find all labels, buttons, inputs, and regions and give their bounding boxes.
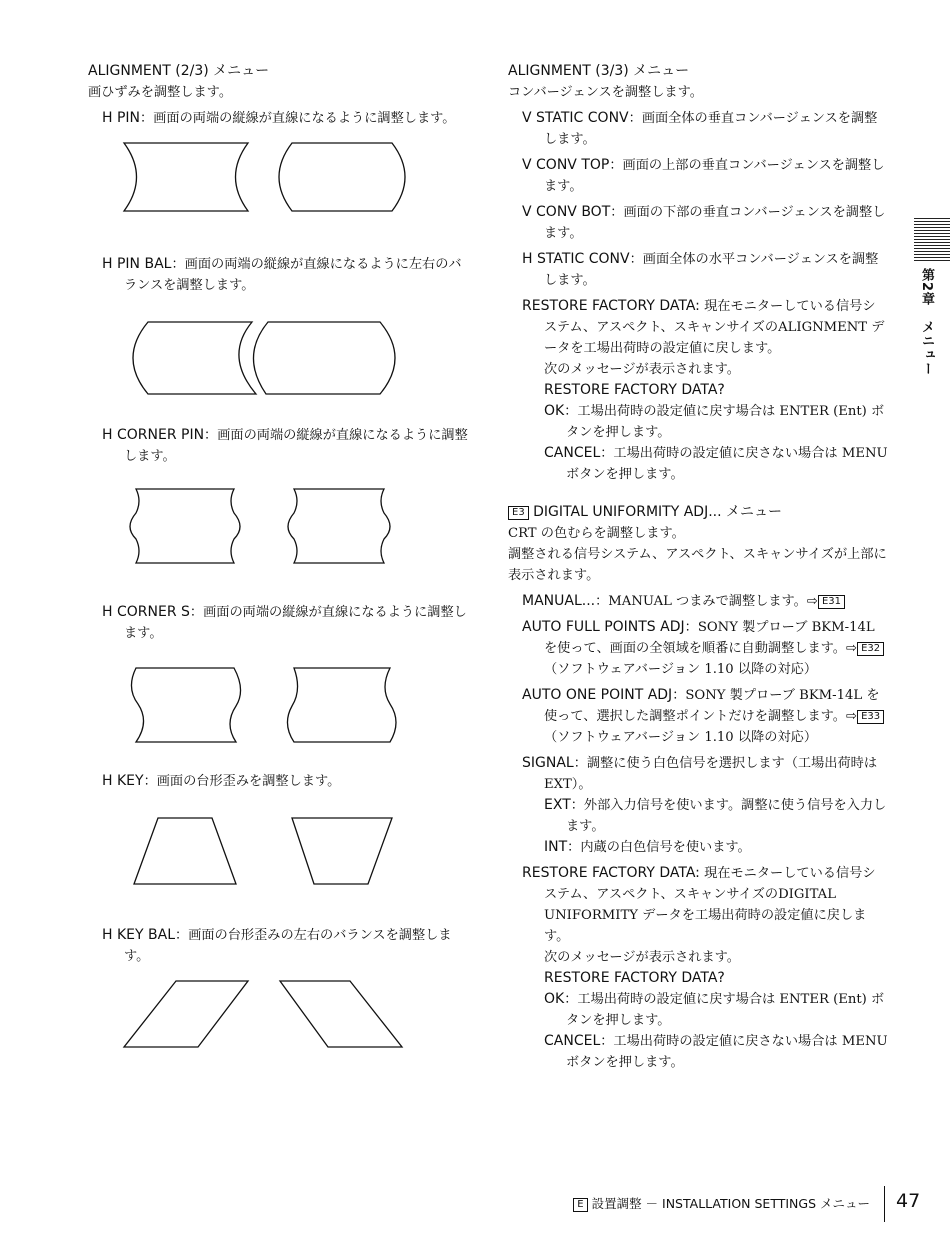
restore-prompt: RESTORE FACTORY DATA? bbox=[544, 382, 725, 398]
h-pin-shape-convex bbox=[279, 143, 405, 211]
alignment-3-3-title: ALIGNMENT (3/3) メニュー bbox=[508, 63, 690, 79]
h-corner-pin-shape-left bbox=[130, 489, 240, 563]
h-pin-shape-concave bbox=[124, 143, 248, 211]
right-arrow-icon: ⇨ bbox=[846, 709, 858, 724]
h-corner-s-shape-left bbox=[131, 668, 240, 742]
v-conv-top-item: V CONV TOP：画面の上部の垂直コンバージェンスを調整します。 bbox=[522, 157, 885, 194]
digital-restore-cancel-item: CANCEL：工場出荷時の設定値に戻さない場合は MENU ボタンを押します。 bbox=[544, 1033, 888, 1070]
footer-section-title: E 設置調整 － INSTALLATION SETTINGS メニュー bbox=[573, 1194, 870, 1212]
v-static-conv-item: V STATIC CONV：画面全体の垂直コンバージェンスを調整します。 bbox=[522, 110, 878, 147]
e32-ref-badge: E32 bbox=[857, 642, 884, 656]
footer-divider bbox=[884, 1186, 885, 1222]
h-pin-figure bbox=[88, 129, 468, 249]
signal-item: SIGNAL：調整に使う白色信号を選択します（工場出荷時は EXT）。 bbox=[522, 755, 878, 792]
alignment-2-3-title: ALIGNMENT (2/3) メニュー bbox=[88, 63, 270, 79]
h-corner-pin-shape-right bbox=[288, 489, 390, 563]
h-key-bal-figure bbox=[88, 967, 468, 1067]
v-static-conv-term: V STATIC CONV bbox=[522, 110, 629, 126]
alignment-3-3-intro: コンバージェンスを調整します。 bbox=[508, 85, 703, 100]
h-key-shape-left bbox=[134, 818, 236, 884]
h-corner-s-term: H CORNER S bbox=[102, 604, 190, 620]
digital-restore-message-note: 次のメッセージが表示されます。 bbox=[544, 950, 740, 965]
h-pin-desc: 画面の両端の縦線が直線になるように調整します。 bbox=[153, 111, 456, 126]
h-key-figure bbox=[88, 792, 468, 920]
auto-one-point-item: AUTO ONE POINT ADJ：SONY 製プローブ BKM-14L を使って、選択した調整ポイントだけを調整します。⇨ E33（ソフトウェアバージョン 1.10 以降の対応） bbox=[522, 685, 888, 748]
h-static-conv-term: H STATIC CONV bbox=[522, 251, 630, 267]
h-corner-s-figure bbox=[88, 644, 468, 766]
h-static-conv-item: H STATIC CONV：画面全体の水平コンバージェンスを調整します。 bbox=[522, 251, 879, 288]
restore-factory-data-term: RESTORE FACTORY DATA: bbox=[522, 298, 700, 314]
h-corner-s-item: H CORNER S：画面の両端の縦線が直線になるように調整します。 bbox=[102, 604, 467, 641]
chapter-thumb-tab bbox=[914, 218, 950, 262]
h-pin-term: H PIN bbox=[102, 110, 141, 126]
h-pin-bal-shape-right bbox=[253, 322, 395, 394]
chapter-label: 第2章 メニュー bbox=[919, 268, 934, 377]
h-corner-pin-term: H CORNER PIN bbox=[102, 427, 205, 443]
manual-item: MANUAL...：MANUAL つまみで調整します。⇨ E31 bbox=[522, 591, 888, 612]
digital-restore-prompt: RESTORE FACTORY DATA? bbox=[544, 970, 725, 986]
h-pin-bal-figure bbox=[88, 296, 468, 420]
e-badge: E bbox=[573, 1198, 587, 1212]
h-key-bal-shape-left bbox=[124, 981, 248, 1047]
digital-restore-ok-item: OK：工場出荷時の設定値に戻す場合は ENTER (Ent) ボタンを押します。 bbox=[544, 991, 885, 1028]
h-pin-item: H PIN：画面の両端の縦線が直線になるように調整します。 bbox=[102, 110, 456, 126]
page-number: 47 bbox=[896, 1190, 921, 1212]
restore-cancel-item: CANCEL：工場出荷時の設定値に戻さない場合は MENU ボタンを押します。 bbox=[544, 445, 888, 482]
h-corner-pin-figure bbox=[88, 467, 468, 597]
digital-uniformity-title: E3 DIGITAL UNIFORMITY ADJ... メニュー bbox=[508, 501, 888, 523]
digital-intro-2: 調整される信号システム、アスペクト、スキャンサイズが上部に表示されます。 bbox=[508, 547, 887, 583]
h-key-bal-shape-right bbox=[280, 981, 402, 1047]
right-column bbox=[508, 60, 888, 1073]
ext-item: EXT：外部入力信号を使います。調整に使う信号を入力します。 bbox=[544, 797, 887, 834]
e33-ref-badge: E33 bbox=[857, 710, 884, 724]
int-item: INT：内蔵の白色信号を使います。 bbox=[544, 839, 751, 855]
h-key-bal-item: H KEY BAL：画面の台形歪みの左右のバランスを調整します。 bbox=[102, 927, 452, 964]
h-key-term: H KEY bbox=[102, 773, 144, 789]
right-arrow-icon: ⇨ bbox=[806, 594, 818, 609]
auto-full-points-item: AUTO FULL POINTS ADJ：SONY 製プローブ BKM-14L を使って、画面の全領域を順番に自動調整します。⇨ E32（ソフトウェアバージョン 1.10 以降の対応） bbox=[522, 617, 888, 680]
digital-intro-1: CRT の色むらを調整します。 bbox=[508, 526, 685, 541]
h-pin-bal-desc: 画面の両端の縦線が直線になるように左右のバランスを調整します。 bbox=[124, 257, 462, 293]
e3-badge: E3 bbox=[508, 506, 529, 520]
v-conv-bot-term: V CONV BOT bbox=[522, 204, 611, 220]
h-pin-bal-term: H PIN BAL bbox=[102, 256, 172, 272]
h-corner-pin-item: H CORNER PIN：画面の両端の縦線が直線になるように調整します。 bbox=[102, 427, 468, 464]
h-pin-bal-shape-left bbox=[133, 322, 256, 394]
h-corner-pin-desc: 画面の両端の縦線が直線になるように調整します。 bbox=[124, 428, 468, 464]
v-conv-bot-item: V CONV BOT：画面の下部の垂直コンバージェンスを調整します。 bbox=[522, 204, 886, 241]
v-conv-top-term: V CONV TOP bbox=[522, 157, 610, 173]
restore-message-note: 次のメッセージが表示されます。 bbox=[544, 362, 740, 377]
h-key-item: H KEY：画面の台形歪みを調整します。 bbox=[102, 773, 341, 789]
left-column bbox=[88, 60, 468, 1067]
h-key-bal-desc: 画面の台形歪みの左右のバランスを調整します。 bbox=[124, 928, 452, 964]
right-arrow-icon: ⇨ bbox=[846, 641, 858, 656]
restore-ok-item: OK：工場出荷時の設定値に戻す場合は ENTER (Ent) ボタンを押します。 bbox=[544, 403, 885, 440]
h-pin-bal-item: H PIN BAL：画面の両端の縦線が直線になるように左右のバランスを調整します。 bbox=[102, 256, 462, 293]
h-corner-s-desc: 画面の両端の縦線が直線になるように調整します。 bbox=[124, 605, 467, 641]
h-key-shape-right bbox=[292, 818, 392, 884]
thumb-lines bbox=[914, 218, 950, 262]
h-key-bal-term: H KEY BAL bbox=[102, 927, 175, 943]
e31-ref-badge: E31 bbox=[818, 595, 845, 609]
restore-factory-data-item: RESTORE FACTORY DATA: 現在モニターしている信号システム、アスペクト、スキャンサイズのALIGNMENT データを工場出荷時の設定値に戻します。 bbox=[522, 298, 885, 356]
h-corner-s-shape-right bbox=[287, 668, 396, 742]
h-key-desc: 画面の台形歪みを調整します。 bbox=[156, 774, 341, 789]
alignment-2-3-intro: 画ひずみを調整します。 bbox=[88, 85, 233, 100]
digital-restore-item: RESTORE FACTORY DATA: 現在モニターしている信号システム、アスペクト、スキャンサイズのDIGITAL UNIFORMITY データを工場出荷時の設定値に戻します。 bbox=[522, 865, 876, 944]
